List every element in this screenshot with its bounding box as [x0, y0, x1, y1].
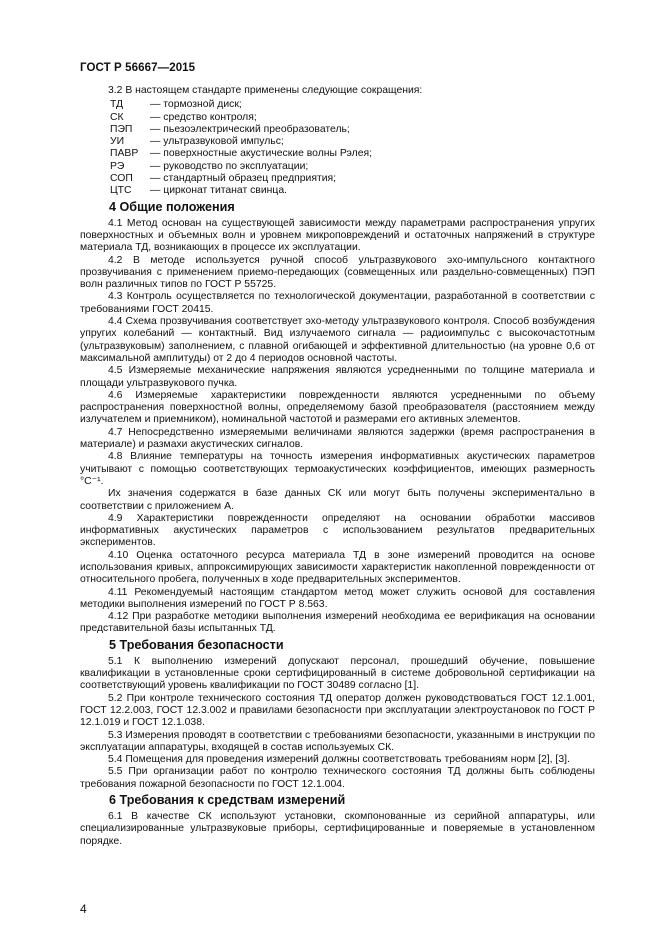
sections-container — [80, 200, 595, 848]
abbreviation-code: ПАВР — [110, 148, 139, 160]
abbreviation-code: ПЭП — [110, 123, 133, 135]
section-paragraph: 4.3 Контроль осуществляется по технологической документации, разработанной в соответствии с требованиями ГОСТ 20415. — [80, 291, 595, 315]
abbreviation-list — [80, 99, 595, 197]
section-paragraph: 4.11 Рекомендуемый настоящим стандартом метод может служить основой для составления методики выполнения измерений по ГОСТ Р 8.563. — [80, 586, 595, 610]
section-heading: 4 Общие положения — [109, 199, 235, 214]
abbreviation-row — [80, 136, 595, 148]
section-heading: 5 Требования безопасности — [109, 637, 284, 652]
section-paragraph: 4.1 Метод основан на существующей зависимости между параметрами распространения упругих поверхностных и объемных волн и уровнем микроповреждений и остаточных напряжений в структуре материала ТД, возникающих в процессе их эксплуатации. — [80, 217, 595, 254]
page-number: 4 — [80, 902, 87, 916]
standard-header: ГОСТ Р 56667—2015 — [80, 62, 196, 74]
section-paragraph: 5.5 При организации работ по контролю технического состояния ТД должны быть соблюдены требования пожарной безопасности по ГОСТ 12.1.004. — [80, 766, 595, 790]
section-paragraph: 4.12 При разработке методики выполнения измерений необходима ее верификация на основании представительной базы испытанных ТД. — [80, 611, 595, 635]
section-paragraph: 4.4 Схема прозвучивания соответствует эхо-методу ультразвукового контроля. Способ возбуждения упругих колебаний — контактный. Вид излучаемого сигнала — радиоимпульс с высокочастотным (ультразвуковым) заполнением, с плавной огибающей и эффективной длительностью (на уровне 0,6 от максимальной амплитуды) от 2 до 4 периодов основной частоты. — [80, 316, 595, 364]
abbreviation-row — [80, 185, 595, 197]
section-paragraph: 5.3 Измерения проводят в соответствии с требованиями безопасности, указанными в инструкции по эксплуатации аппаратуры, входящей в состав используемых СК. — [80, 729, 595, 753]
abbreviation-description: — цирконат титанат свинца. — [150, 185, 287, 197]
document-body — [80, 85, 595, 848]
section-heading: 6 Требования к средствам измерений — [109, 793, 346, 808]
section-paragraph: 4.10 Оценка остаточного ресурса материала ТД в зоне измерений проводится на основе использования кривых, аппроксимирующих зависимости характеристик накопленной поврежденности от относительного пробега, полученных в ходе предварительных экспериментов. — [80, 549, 595, 586]
abbreviations-intro: 3.2 В настоящем стандарте применены следующие сокращения: — [108, 85, 423, 96]
abbreviation-code: УИ — [110, 136, 125, 148]
section-paragraph: 5.4 Помещения для проведения измерений должны соответствовать требованиям норм [2], [3]. — [108, 754, 570, 766]
abbreviation-row — [80, 124, 595, 136]
abbreviation-code: РЭ — [110, 160, 125, 172]
abbreviation-code: ЦТС — [110, 185, 132, 197]
section-paragraph: 4.2 В методе используется ручной способ ультразвукового эхо-импульсного контактного прозвучивания с применением приемо-передающих (совмещенных или раздельно-совмещенных) ПЭП волн различных типов по ГОСТ Р 55725. — [80, 254, 595, 291]
abbreviation-code: СК — [110, 111, 124, 123]
abbreviation-row — [80, 161, 595, 173]
section-paragraph: 5.1 К выполнению измерений допускают персонал, прошедший обучение, повышение квалификации в установленные сроки сертифицированный в системе добровольной сертификации на соответствующий уровень квалификации по ГОСТ 30489 согласно [1]. — [80, 655, 595, 692]
section-paragraph: 6.1 В качестве СК используют установки, скомпонованные из серийной аппаратуры, или специализированные ультразвуковые приборы, сертифицированные и поверяемые в установленном порядке. — [80, 811, 595, 847]
abbreviation-code: СОП — [110, 173, 133, 185]
abbreviation-description: — ультразвуковой импульс; — [150, 136, 284, 148]
section-paragraph: 4.5 Измеряемые механические напряжения являются усредненными по толщине материала и площади ультразвукового пучка. — [80, 365, 595, 389]
section-paragraph: 4.9 Характеристики поврежденности определяют на основании обработки массивов информативных акустических параметров с использованием результатов предварительных экспериментов. — [80, 512, 595, 549]
section-paragraph: 4.6 Измеряемые характеристики поврежденности являются усредненными по объему распространения поверхностной волны, определяемому базой преобразователя (расстоянием между излучателем и приемником), номинальной частотой и размерами его активных элементов. — [80, 389, 595, 426]
section-paragraph: 4.7 Непосредственно измеряемыми величинами являются задержки (время распространения в материале) и размахи акустических сигналов. — [80, 426, 595, 451]
abbreviation-description: — руководство по эксплуатации; — [150, 160, 309, 172]
abbreviation-row — [80, 173, 595, 185]
abbreviation-row — [80, 112, 595, 124]
abbreviation-description: — стандартный образец предприятия; — [150, 173, 337, 185]
abbreviation-row — [80, 99, 595, 111]
abbreviation-description: — пьезоэлектрический преобразователь; — [150, 123, 350, 135]
abbreviation-description: — тормозной диск; — [150, 99, 242, 111]
abbreviation-description: — поверхностные акустические волны Рэлея; — [150, 148, 372, 160]
abbreviation-row — [80, 148, 595, 160]
section-paragraph: 4.8 Влияние температуры на точность измерения информативных акустических параметров учитывают с помощью соответствующих термоакустических коэффициентов, имеющих размерность °С⁻¹. — [80, 451, 595, 487]
section-paragraph: Их значения содержатся в базе данных СК или могут быть получены экспериментально в соответствии с приложением А. — [80, 488, 595, 512]
section-paragraph: 5.2 При контроле технического состояния ТД оператор должен руководствоваться ГОСТ 12.1.001, ГОСТ 12.2.003, ГОСТ 12.3.002 и правилами безопасности при эксплуатации электроустановок по ГОСТ Р 12.1.019 и ГОСТ 12.1.038. — [80, 692, 595, 729]
abbreviation-description: — средство контроля; — [150, 111, 257, 123]
abbreviation-code: ТД — [110, 99, 124, 111]
